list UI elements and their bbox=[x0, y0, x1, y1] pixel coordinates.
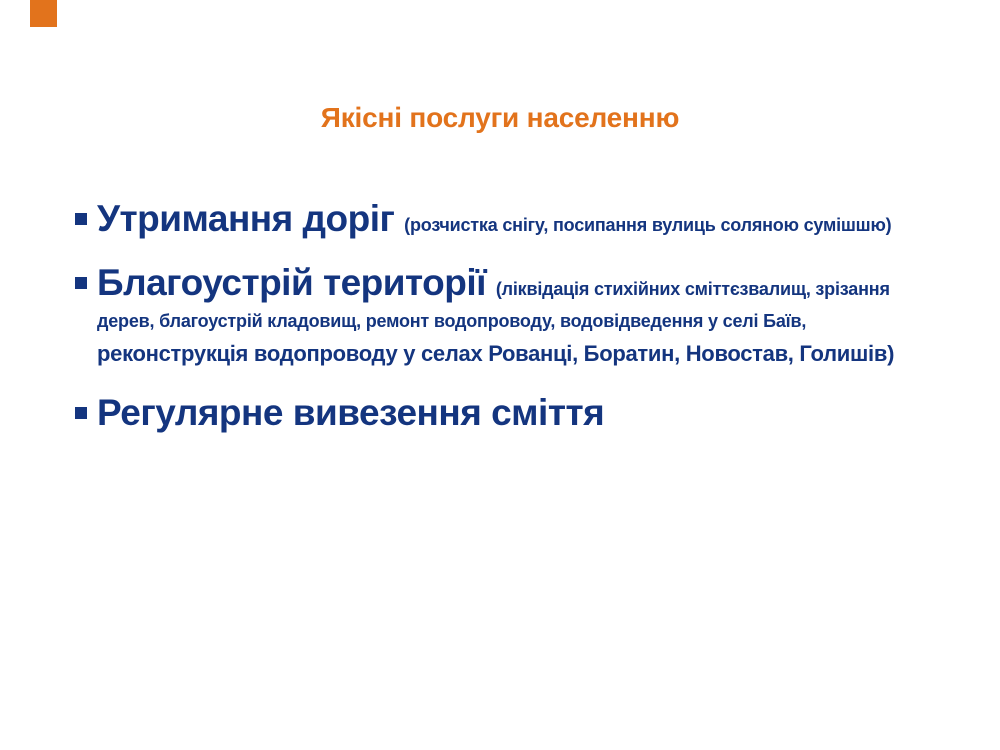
slide-title: Якісні послуги населенню bbox=[320, 102, 680, 133]
bullet-main-text: Утримання доріг bbox=[97, 198, 405, 239]
bullet-item-garbage-removal bbox=[75, 390, 935, 436]
bullet-item-territory-improvement bbox=[75, 260, 935, 372]
bullet-main-text: Регулярне вивезення сміття bbox=[97, 392, 605, 433]
bullet-item-road-maintenance bbox=[75, 196, 935, 242]
corner-accent-square bbox=[30, 0, 57, 27]
bullet-detail-text: (розчистка снігу, посипання вулиць соляною сумішшю) bbox=[404, 215, 892, 235]
bullet-list bbox=[75, 196, 935, 454]
square-bullet-icon bbox=[75, 213, 87, 225]
bullet-detail-text: (ліквідація стихійних сміттєзвалищ, зрізання дерев, благоустрій кладовищ, ремонт водопроводу, водовідведення у селі Баїв, bbox=[97, 279, 890, 331]
square-bullet-icon bbox=[75, 407, 87, 419]
bullet-main-text: Благоустрій території bbox=[97, 262, 496, 303]
bullet-detail-emphasis-text: реконструкція водопроводу у селах Рованці, Боратин, Новостав, Голишів) bbox=[97, 341, 895, 366]
square-bullet-icon bbox=[75, 277, 87, 289]
